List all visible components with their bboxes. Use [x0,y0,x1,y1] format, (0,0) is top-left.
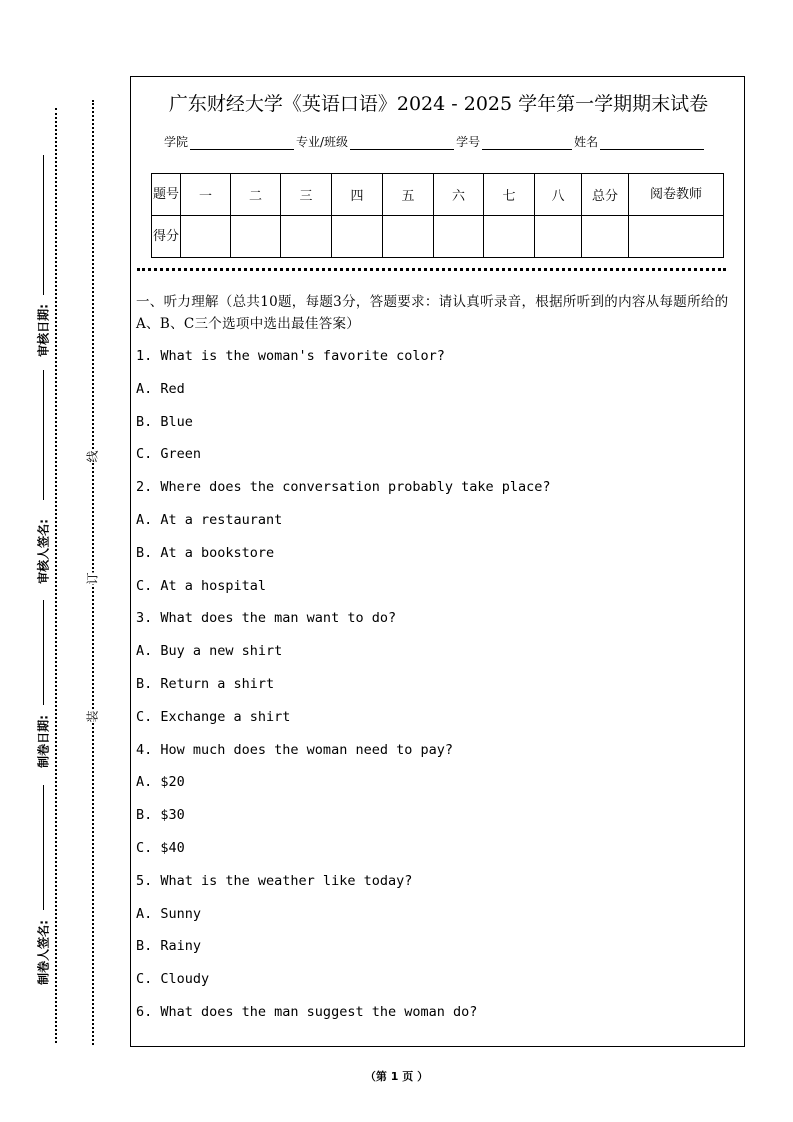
college-field[interactable] [190,136,294,150]
question-text: 1. What is the woman's favorite color? [136,348,445,364]
score-cell[interactable] [582,216,629,258]
section-heading: 一、听力理解（总共10题，每题3分，答题要求：请认真听录音，根据所听到的内容从每题所给的A、B、C三个选项中选出最佳答案） [136,294,729,332]
answer-option[interactable]: C. At a hospital [136,577,267,594]
col-4: 四 [332,174,383,216]
maker-date-line [43,600,44,705]
dotted-separator [137,268,726,271]
score-cell[interactable] [281,216,332,258]
grader-cell[interactable] [629,216,724,258]
name-field[interactable] [600,136,704,150]
maker-date-label: 制卷日期: [36,715,51,768]
outer-dotted-line [55,108,57,1043]
answer-option[interactable]: A. Red [136,380,185,397]
col-total: 总分 [582,174,629,216]
exam-title: 广东财经大学《英语口语》2024 - 2025 学年第一学期期末试卷 [168,93,709,115]
name-label: 姓名 [574,135,599,149]
col-5: 五 [383,174,434,216]
answer-option[interactable]: B. At a bookstore [136,544,275,561]
college-label: 学院 [164,135,189,149]
page-footer: （第 1 页 ） [364,1070,429,1083]
answer-option[interactable]: B. $30 [136,807,185,824]
bind-mark-order: 订 [85,572,100,585]
answer-option[interactable]: B. Blue [136,413,193,430]
question-text: 3. What does the man want to do? [136,610,397,627]
answer-option[interactable]: C. Green [136,446,202,463]
maker-sign-label: 制卷人签名: [36,920,51,985]
reviewer-sign-line [43,370,44,500]
grader-head: 阅卷教师 [629,174,724,216]
major-field[interactable] [350,136,454,150]
answer-option[interactable]: B. Rainy [136,938,202,955]
question-no-head: 题号 [152,174,181,216]
answer-option[interactable]: B. Return a shirt [136,675,275,692]
answer-option[interactable]: A. Buy a new shirt [136,643,283,660]
col-1: 一 [181,174,231,216]
score-cell[interactable] [383,216,434,258]
score-header-row [152,174,724,216]
section-listening [136,291,741,1034]
answer-option[interactable]: A. Sunny [136,905,202,922]
student-info-row [164,133,706,150]
bind-mark-line: 线 [85,450,100,463]
reviewer-sign-label: 审核人签名: [36,519,51,584]
answer-option[interactable]: A. $20 [136,774,185,791]
answer-option[interactable]: A. At a restaurant [136,511,283,528]
major-label: 专业/班级 [296,135,349,149]
col-3: 三 [281,174,332,216]
question-text: 6. What does the man suggest the woman do? [136,1003,478,1020]
question-text: 2. Where does the conversation probably take place? [136,479,551,496]
question-text: 4. How much does the woman need to pay? [136,741,453,758]
answer-option[interactable]: C. $40 [136,839,185,856]
col-7: 七 [484,174,535,216]
score-cell[interactable] [535,216,582,258]
score-value-row [152,216,724,258]
reviewer-date-label: 审核日期: [36,304,51,357]
col-8: 八 [535,174,582,216]
score-cell[interactable] [332,216,383,258]
answer-option[interactable]: C. Cloudy [136,971,210,988]
student-no-field[interactable] [482,136,572,150]
score-cell[interactable] [484,216,535,258]
student-no-label: 学号 [456,135,481,149]
exam-frame [130,76,745,1047]
col-2: 二 [231,174,281,216]
maker-sign-line [43,785,44,910]
score-cell[interactable] [181,216,231,258]
question-list [136,345,741,1034]
col-6: 六 [434,174,484,216]
answer-option[interactable]: C. Exchange a shirt [136,708,291,725]
reviewer-date-line [43,155,44,295]
score-row-head: 得分 [152,216,181,258]
score-cell[interactable] [434,216,484,258]
score-table [151,173,724,258]
bind-mark-install: 装 [85,710,100,723]
question-text: 5. What is the weather like today? [136,872,413,889]
score-cell[interactable] [231,216,281,258]
